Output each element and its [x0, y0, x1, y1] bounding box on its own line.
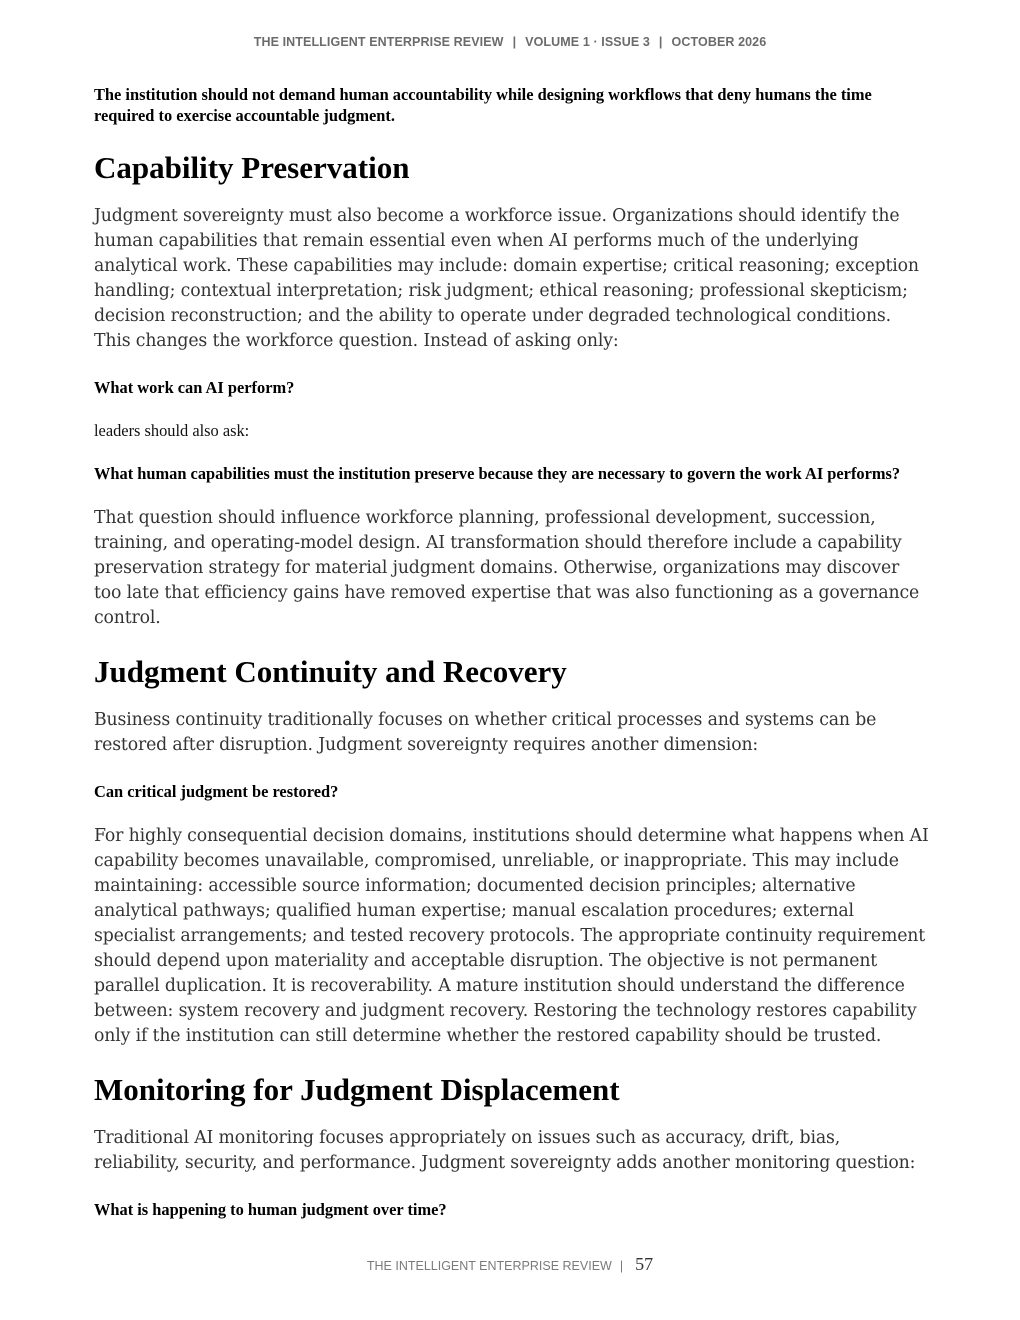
article-body	[94, 84, 930, 1242]
paragraph: Judgment sovereignty must also become a workforce issue. Organizations should identify the human capabilities that remain essential even when AI performs much of the underlying analytical work. These capabilities may include: domain expertise; critical reasoning; exception handling; contextual interpretation; risk judgment; ethical reasoning; professional skepticism; decision reconstruction; and the ability to operate under degraded technological conditions. This changes the workforce question. Instead of asking only:	[94, 206, 919, 351]
header-publication: THE INTELLIGENT ENTERPRISE REVIEW	[253, 35, 504, 49]
section-heading-judgment-continuity: Judgment Continuity and Recovery	[94, 654, 567, 689]
footer-separator: |	[619, 1259, 624, 1273]
running-header	[0, 35, 1020, 49]
paragraph: For highly consequential decision domains, institutions should determine what happens when AI capability becomes unavailable, compromised, unreliable, or inappropriate. This may include maintaining: accessible source information; documented decision principles; alternative analytical pathways; qualified human expertise; manual escalation procedures; external specialist arrangements; and tested recovery protocols. The appropriate continuity requirement should depend upon materiality and acceptable disruption. The objective is not permanent parallel duplication. It is recoverability. A mature institution should understand the difference between: system recovery and judgment recovery. Restoring the technology restores capability only if the institution can still determine whether the restored capability should be trusted.	[94, 826, 929, 1046]
page-number: 57	[635, 1254, 654, 1274]
key-question: Can critical judgment be restored?	[94, 782, 339, 801]
section-heading-capability-preservation: Capability Preservation	[94, 150, 410, 185]
footer-publication: THE INTELLIGENT ENTERPRISE REVIEW	[366, 1259, 612, 1273]
section-heading-monitoring: Monitoring for Judgment Displacement	[94, 1072, 620, 1107]
key-question: What human capabilities must the institution preserve because they are necessary to govern the work AI performs?	[94, 464, 901, 483]
header-issue: VOLUME 1 · ISSUE 3	[525, 35, 650, 49]
paragraph: Business continuity traditionally focuses on whether critical processes and systems can be restored after disruption. Judgment sovereignty requires another dimension:	[94, 710, 877, 755]
connector-text: leaders should also ask:	[94, 421, 250, 440]
paragraph: Traditional AI monitoring focuses appropriately on issues such as accuracy, drift, bias, reliability, security, and performance. Judgment sovereignty adds another monitoring question:	[94, 1128, 916, 1173]
lead-statement: The institution should not demand human accountability while designing workflows that deny humans the time required to exercise accountable judgment.	[94, 85, 872, 125]
header-date: OCTOBER 2026	[671, 35, 767, 49]
key-question: What is happening to human judgment over time?	[94, 1200, 447, 1219]
paragraph: That question should influence workforce planning, professional development, succession, training, and operating-model design. AI transformation should therefore include a capability preservation strategy for material judgment domains. Otherwise, organizations may discover too late that efficiency gains have removed expertise that was also functioning as a governance control.	[94, 508, 920, 628]
header-separator: |	[658, 35, 663, 49]
running-footer	[0, 1254, 1020, 1275]
key-question: What work can AI perform?	[94, 378, 295, 397]
header-separator: |	[512, 35, 517, 49]
